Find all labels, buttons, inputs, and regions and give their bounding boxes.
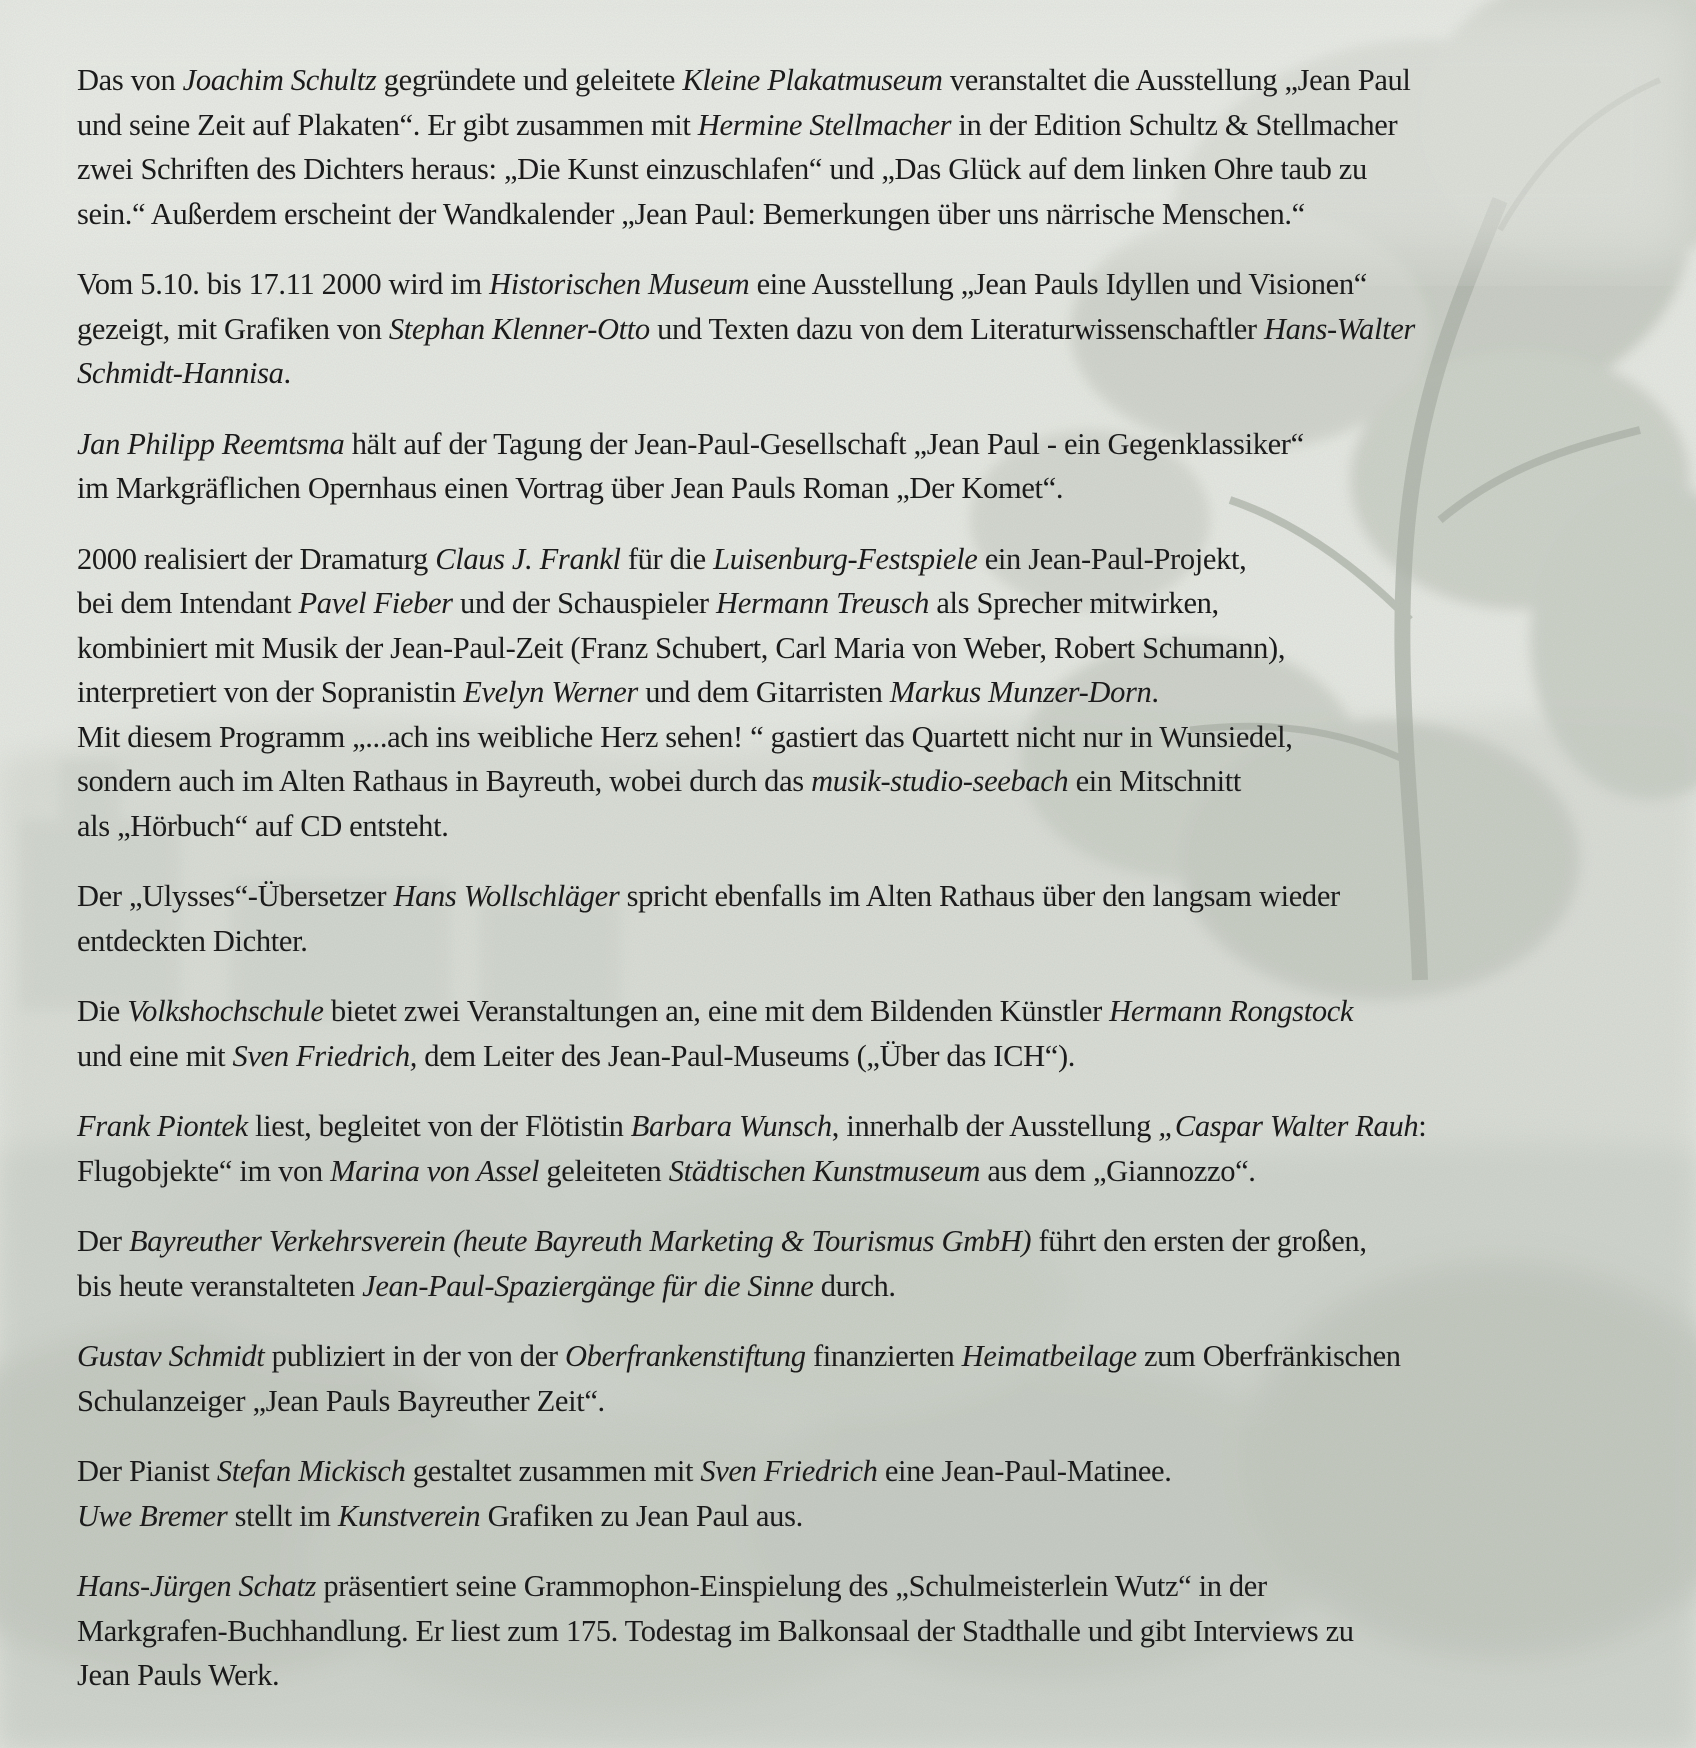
text-segment: hält auf der Tagung der Jean-Paul-Gesellschaft „Jean Paul - ein Gegenklassiker“ bbox=[344, 426, 1304, 461]
text-line bbox=[77, 626, 1637, 671]
text-segment: sondern auch im Alten Rathaus in Bayreuth, wobei durch das bbox=[77, 764, 812, 798]
text-segment: aus dem „Giannozzo“. bbox=[980, 1153, 1256, 1188]
text-segment: und eine mit bbox=[77, 1038, 233, 1073]
text-segment: : bbox=[1418, 1109, 1427, 1143]
italic-name: Hans-Jürgen Schatz bbox=[77, 1569, 317, 1603]
text-segment: als Sprecher mitwirken, bbox=[929, 586, 1219, 620]
text-line bbox=[77, 1449, 1637, 1494]
text-segment: durch. bbox=[813, 1268, 896, 1303]
text-line bbox=[77, 759, 1637, 804]
text-line bbox=[77, 58, 1637, 103]
paragraph bbox=[77, 1334, 1637, 1423]
text-segment: im Markgräflichen Opernhaus einen Vortrag über Jean Pauls Roman „Der Komet“. bbox=[77, 471, 1064, 505]
text-segment: Schulanzeiger „Jean Pauls Bayreuther Zeit“. bbox=[77, 1383, 605, 1418]
text-line bbox=[77, 1379, 1637, 1424]
text-segment: liest, begleitet von der Flötistin bbox=[247, 1109, 631, 1143]
text-line bbox=[77, 1264, 1637, 1309]
italic-name: Kunstverein bbox=[337, 1498, 481, 1533]
text-segment: veranstaltet die Ausstellung „Jean Paul bbox=[942, 63, 1411, 97]
italic-name: Sven Friedrich bbox=[700, 1454, 878, 1488]
text-segment: stellt im bbox=[227, 1498, 338, 1533]
italic-name: Hans Wollschläger bbox=[393, 879, 620, 913]
text-segment: Flugobjekte“ im von bbox=[77, 1153, 331, 1188]
text-line bbox=[77, 103, 1637, 148]
text-line bbox=[77, 422, 1637, 467]
italic-name: Bayreuther Verkehrsverein (heute Bayreuth Marketing & Tourismus GmbH) bbox=[128, 1224, 1032, 1258]
text-line bbox=[77, 262, 1637, 307]
text-line bbox=[77, 1219, 1637, 1264]
italic-name: Hermann Treusch bbox=[716, 586, 930, 620]
italic-name: Volkshochschule bbox=[127, 994, 324, 1028]
paragraph bbox=[77, 422, 1637, 511]
text-segment: gestaltet zusammen mit bbox=[405, 1454, 701, 1488]
italic-name: Barbara Wunsch bbox=[630, 1109, 832, 1143]
italic-name: Hermine Stellmacher bbox=[697, 107, 952, 142]
paragraph bbox=[77, 989, 1637, 1078]
text-segment: entdeckten Dichter. bbox=[77, 923, 308, 958]
paragraph bbox=[77, 58, 1637, 236]
text-segment: Jean Pauls Werk. bbox=[77, 1658, 280, 1692]
italic-name: Pavel Fieber bbox=[298, 586, 453, 620]
text-line bbox=[77, 307, 1637, 352]
text-line bbox=[77, 351, 1637, 396]
text-line bbox=[77, 147, 1637, 192]
text-segment: gegründete und geleitete bbox=[376, 63, 683, 97]
text-line bbox=[77, 1564, 1637, 1609]
text-line bbox=[77, 715, 1637, 760]
italic-name: Jean-Paul-Spaziergänge für die Sinne bbox=[362, 1268, 814, 1303]
text-segment: Mit diesem Programm „...ach ins weibliche Herz sehen! “ gastiert das Quartett nicht nur in Wunsiedel, bbox=[77, 719, 1293, 754]
paragraph bbox=[77, 1104, 1637, 1193]
italic-name: Frank Piontek bbox=[77, 1109, 248, 1143]
italic-name: Schmidt-Hannisa bbox=[77, 356, 284, 390]
text-segment: Grafiken zu Jean Paul aus. bbox=[480, 1498, 803, 1533]
italic-name: Markus Munzer-Dorn bbox=[889, 675, 1152, 709]
text-segment: ein Mitschnitt bbox=[1068, 764, 1242, 798]
text-segment: und seine Zeit auf Plakaten“. Er gibt zusammen mit bbox=[77, 107, 698, 142]
italic-name: Stefan Mickisch bbox=[216, 1454, 406, 1488]
text-segment: 2000 realisiert der Dramaturg bbox=[77, 541, 436, 576]
italic-name: Gustav Schmidt bbox=[77, 1339, 265, 1373]
text-segment: geleiteten bbox=[539, 1153, 669, 1188]
text-segment: eine Jean-Paul-Matinee. bbox=[877, 1454, 1172, 1488]
text-line bbox=[77, 874, 1637, 919]
text-segment: Das von bbox=[77, 63, 183, 97]
italic-name: Stephan Klenner-Otto bbox=[388, 311, 650, 346]
text-segment: Markgrafen-Buchhandlung. Er liest zum 175. Todestag im Balkonsaal der Stadthalle und gibt Interviews zu bbox=[77, 1613, 1354, 1648]
text-segment: Die bbox=[77, 994, 128, 1028]
paragraph bbox=[77, 1219, 1637, 1308]
text-line bbox=[77, 989, 1637, 1034]
italic-name: Luisenburg-Festspiele bbox=[713, 541, 978, 576]
text-line bbox=[77, 466, 1637, 511]
italic-name: Heimatbeilage bbox=[961, 1339, 1137, 1373]
italic-name: Marina von Assel bbox=[330, 1153, 540, 1188]
text-line bbox=[77, 1653, 1637, 1698]
text-segment: zwei Schriften des Dichters heraus: „Die Kunst einzuschlafen“ und „Das Glück auf dem linken Ohre taub zu bbox=[77, 152, 1367, 186]
italic-name: Städtischen Kunstmuseum bbox=[668, 1153, 981, 1188]
text-segment: spricht ebenfalls im Alten Rathaus über den langsam wieder bbox=[619, 879, 1340, 913]
text-segment: kombiniert mit Musik der Jean-Paul-Zeit (Franz Schubert, Carl Maria von Weber, Robert Schumann), bbox=[77, 630, 1286, 665]
paragraph bbox=[77, 1449, 1637, 1538]
text-segment: gezeigt, mit Grafiken von bbox=[77, 311, 389, 346]
text-line bbox=[77, 192, 1637, 237]
text-segment: und Texten dazu von dem Literaturwissenschaftler bbox=[649, 311, 1264, 346]
italic-name: Claus J. Frankl bbox=[435, 541, 621, 576]
text-line bbox=[77, 1334, 1637, 1379]
italic-name: Uwe Bremer bbox=[77, 1498, 228, 1533]
text-segment: zum Oberfränkischen bbox=[1136, 1339, 1401, 1373]
italic-name: Hans-Walter bbox=[1264, 311, 1415, 346]
text-segment: als „Hörbuch“ auf CD entsteht. bbox=[77, 808, 449, 843]
text-segment: ein Jean-Paul-Projekt, bbox=[977, 541, 1247, 576]
text-segment: . bbox=[1151, 675, 1159, 709]
text-segment: , innerhalb der Ausstellung bbox=[831, 1109, 1159, 1143]
text-segment: führt den ersten der großen, bbox=[1031, 1224, 1367, 1258]
text-segment: Der bbox=[77, 1224, 129, 1258]
text-line bbox=[77, 581, 1637, 626]
text-segment: . bbox=[283, 356, 291, 390]
italic-name: Oberfrankenstiftung bbox=[564, 1339, 806, 1373]
text-line bbox=[77, 1149, 1637, 1194]
text-segment: bis heute veranstalteten bbox=[77, 1268, 363, 1303]
italic-name: Jan Philipp Reemtsma bbox=[77, 426, 345, 461]
text-segment: publiziert in der von der bbox=[264, 1339, 565, 1373]
italic-name: Kleine Plakatmuseum bbox=[682, 63, 943, 97]
italic-name: Evelyn Werner bbox=[463, 675, 638, 709]
italic-name: Joachim Schultz bbox=[182, 63, 377, 97]
text-segment: interpretiert von der Sopranistin bbox=[77, 675, 464, 709]
text-segment: für die bbox=[620, 541, 714, 576]
text-line bbox=[77, 670, 1637, 715]
text-line bbox=[77, 1104, 1637, 1149]
paragraph bbox=[77, 874, 1637, 963]
text-segment: Der „Ulysses“-Übersetzer bbox=[77, 879, 394, 913]
italic-name: Historischen Museum bbox=[489, 267, 750, 301]
text-segment: und der Schauspieler bbox=[452, 586, 717, 620]
document-body bbox=[77, 58, 1637, 1724]
text-line bbox=[77, 919, 1637, 964]
text-segment: eine Ausstellung „Jean Pauls Idyllen und Visionen“ bbox=[749, 267, 1367, 301]
text-segment: präsentiert seine Grammophon-Einspielung des „Schulmeisterlein Wutz“ in der bbox=[316, 1569, 1267, 1603]
text-segment: finanzierten bbox=[805, 1339, 962, 1373]
italic-name: musik-studio-seebach bbox=[811, 764, 1069, 798]
paragraph bbox=[77, 1564, 1637, 1698]
text-segment: bietet zwei Veranstaltungen an, eine mit dem Bildenden Künstler bbox=[323, 994, 1110, 1028]
paragraph bbox=[77, 537, 1637, 849]
text-segment: Der Pianist bbox=[77, 1454, 217, 1488]
text-segment: und dem Gitarristen bbox=[637, 675, 890, 709]
text-segment: Vom 5.10. bis 17.11 2000 wird im bbox=[77, 267, 490, 301]
italic-name: Hermann Rongstock bbox=[1109, 994, 1354, 1028]
italic-name: Sven Friedrich, bbox=[232, 1038, 418, 1073]
text-line bbox=[77, 1494, 1637, 1539]
text-line bbox=[77, 1609, 1637, 1654]
text-line bbox=[77, 1034, 1637, 1079]
text-line bbox=[77, 537, 1637, 582]
paragraph bbox=[77, 262, 1637, 396]
text-segment: bei dem Intendant bbox=[77, 586, 299, 620]
text-line bbox=[77, 804, 1637, 849]
text-segment: in der Edition Schultz & Stellmacher bbox=[951, 107, 1398, 142]
text-segment: sein.“ Außerdem erscheint der Wandkalender „Jean Paul: Bemerkungen über uns närrische Menschen.“ bbox=[77, 196, 1305, 231]
text-segment: dem Leiter des Jean-Paul-Museums („Über das ICH“). bbox=[417, 1038, 1076, 1073]
italic-name: „Caspar Walter Rauh bbox=[1158, 1109, 1419, 1143]
